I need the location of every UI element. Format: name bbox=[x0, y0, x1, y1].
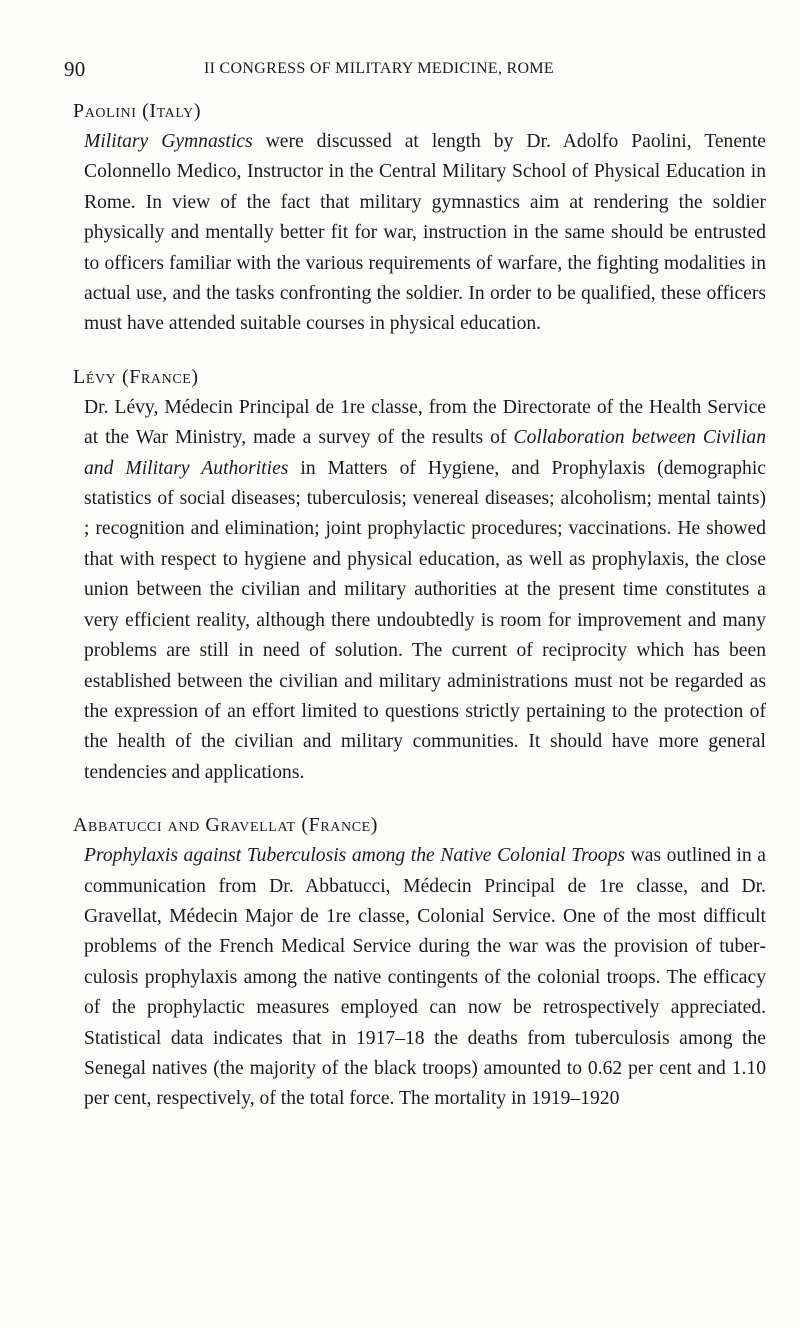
italic-title: Prophylaxis against Tuberculosis among the Native Colonial Troops bbox=[84, 845, 625, 867]
section-paragraph bbox=[84, 127, 766, 340]
section-paragraph bbox=[84, 393, 766, 788]
paragraph-text: Dr. Lévy, Médecin Principal de 1re classe, from the Directorate of the Health Service at the War Ministry, made a survey of the results of bbox=[84, 396, 766, 449]
italic-title: Collaboration between Civilian and Military Authorities bbox=[84, 427, 766, 479]
paragraph-text: in Matters of Hygiene, and Prophylaxis (demographic statistics of social diseases; tuberculosis; venereal diseases; alcoholism; mental taints) ; recognition and elimination; joint prophylactic procedures; vaccinations. He showed that with respect to hygiene and physical education, as well as prophylaxis, the close union between the civilian and military authorities at the present time constitutes a very efficient reality, although there undoubtedly is room for improvement and many problems are still in need of solution. The current of reciprocity which has been established between the civilian and military administrations must not be regarded as the expression of an effort limited to questions strictly pertaining to the protection of the health of the civilian and military communities. It should have more general tendencies and applications. bbox=[84, 457, 766, 783]
section-heading: Lévy (France) bbox=[73, 365, 199, 388]
section-paolini bbox=[73, 96, 766, 340]
section-paragraph bbox=[84, 841, 766, 1115]
section-levy bbox=[73, 362, 766, 788]
page-body bbox=[73, 96, 767, 1137]
section-heading: Abbatucci and Gravellat (France) bbox=[73, 814, 379, 837]
paragraph-text: was outlined in a communication from Dr. Abbatucci, Médecin Principal de 1re classe, and Dr. Gravellat, Médecin Major de 1re classe, Colonial Service. One of the most difficult problems of the French Medical Service during the war was the provision of tuberculosis prophylaxis among the native contingents of the colonial troops. The efficacy of the prophylactic measures employed can now be retrospectively appreciated. Statistical data indicates that in 1917–18 the deaths from tuberculosis among the Senegal natives (the majority of the black troops) amounted to 0.62 per cent and 1.10 per cent, respectively, of the total force. The mortality in 1919–1920 bbox=[84, 845, 767, 1110]
running-title: II CONGRESS OF MILITARY MEDICINE, ROME bbox=[204, 60, 554, 77]
section-heading: Paolini (Italy) bbox=[73, 100, 202, 122]
paragraph-text: were discussed at length by Dr. Adolfo Paolini, Tenente Colonnello Medico, Instructor in the Central Military School of Physical Education in Rome. In view of the fact that military gymnastics aim at rendering the soldier physically and mentally better fit for war, instruction in the same should be entrusted to officers familiar with the various requirements of warfare, the fighting modalities in actual use, and the tasks confronting the soldier. In order to be qualified, these officers must have attended suitable courses in physical education. bbox=[84, 131, 766, 335]
page-number: 90 bbox=[64, 57, 86, 81]
italic-title: Military Gymnastics bbox=[84, 131, 253, 152]
running-head bbox=[64, 57, 744, 84]
section-abbatucci-gravellat bbox=[73, 810, 767, 1115]
